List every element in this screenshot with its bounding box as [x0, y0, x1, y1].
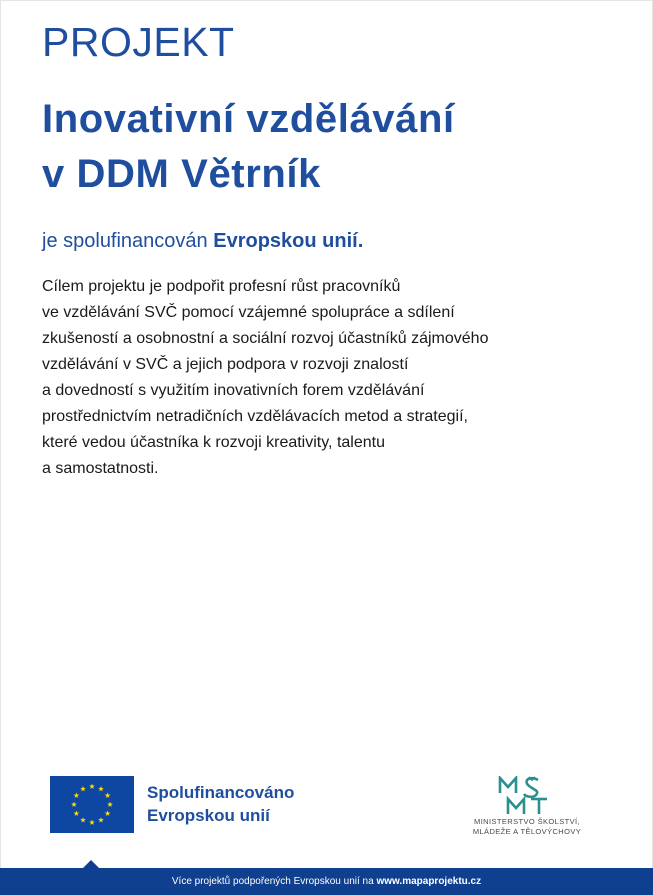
eu-star-icon [80, 786, 86, 791]
footer-link[interactable]: www.mapaprojektu.cz [376, 876, 482, 887]
description-line: a dovedností s využitím inovativních forem vzdělávání [42, 382, 425, 399]
description-line: zkušeností a osobnostní a sociální rozvoj účastníků zájmového [42, 330, 489, 347]
description-line: Cílem projektu je podpořit profesní růst pracovníků [42, 278, 401, 295]
cofinancing-statement [42, 230, 363, 253]
footer-text: Více projektů podpořených Evropskou unií na [171, 876, 377, 887]
eu-star-icon [105, 811, 111, 816]
project-title-line-1: Inovativní vzdělávání [42, 97, 455, 141]
project-title-line-2: v DDM Větrník [42, 152, 321, 196]
cofinancing-prefix: je spolufinancován [42, 230, 214, 252]
eu-star-icon [98, 817, 104, 822]
eu-star-icon [89, 784, 95, 789]
eu-star-icon [89, 820, 95, 825]
description-line: ve vzdělávání SVČ pomocí vzájemné spolupráce a sdílení [42, 304, 455, 321]
eu-star-icon [98, 786, 104, 791]
footer-bar [0, 868, 653, 895]
eu-star-icon [74, 811, 80, 816]
description-line: které vedou účastníka k rozvoji kreativity, talentu [42, 434, 385, 451]
description-line: a samostatnosti. [42, 460, 159, 477]
description-line: vzdělávání v SVČ a jejich podpora v rozvoji znalostí [42, 356, 409, 373]
msmt-logo-icon [497, 776, 557, 816]
project-description [42, 274, 642, 482]
eu-logo-label [147, 781, 294, 827]
eu-logo-line-2: Evropskou unií [147, 806, 270, 825]
eu-flag-icon [50, 776, 134, 833]
project-kicker: PROJEKT [42, 19, 235, 65]
eu-star-icon [74, 793, 80, 798]
description-line: prostřednictvím netradičních vzdělávacích metod a strategií, [42, 408, 468, 425]
msmt-name-line-2: MLÁDEŽE A TĚLOVÝCHOVY [472, 827, 582, 836]
eu-star-icon [105, 793, 111, 798]
eu-star-icon [71, 802, 77, 807]
eu-star-icon [80, 817, 86, 822]
eu-stars [50, 776, 134, 833]
footer-notch [83, 860, 99, 868]
project-title [42, 92, 632, 202]
msmt-name-line-1: MINISTERSTVO ŠKOLSTVÍ, [474, 817, 580, 826]
eu-star-icon [107, 802, 113, 807]
msmt-name [467, 817, 587, 837]
eu-logo-line-1: Spolufinancováno [147, 783, 295, 802]
cofinancing-emphasis: Evropskou unií. [213, 230, 364, 252]
